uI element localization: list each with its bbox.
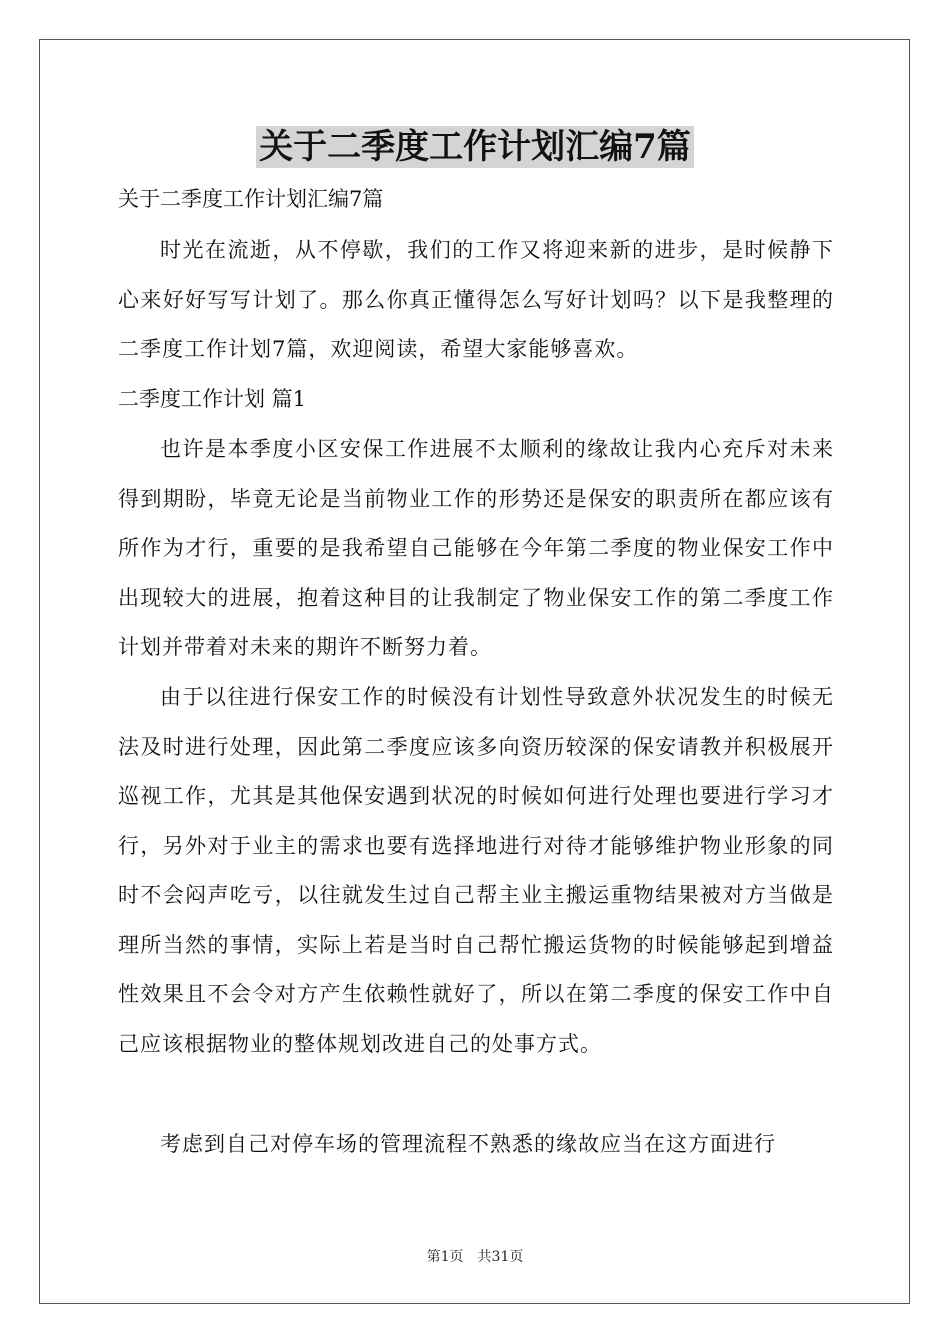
intro-paragraph: 时光在流逝，从不停歇，我们的工作又将迎来新的进步，是时候静下心来好好写写计划了。那么你真正懂得怎么写好计划吗？以下是我整理的二季度工作计划7篇，欢迎阅读，希望大家能够喜欢。 xyxy=(118,238,834,361)
title-container xyxy=(0,126,950,168)
document-subtitle: 关于二季度工作计划汇编7篇 xyxy=(118,187,384,211)
body-paragraph-2: 由于以往进行保安工作的时候没有计划性导致意外状况发生的时候无法及时进行处理，因此第二季度应该多向资历较深的保安请教并积极展开巡视工作，尤其是其他保安遇到状况的时候如何进行处理也要进行学习才行，另外对于业主的需求也要有选择地进行对待才能够维护物业形象的同时不会闷声吃亏，以往就发生过自己帮主业主搬运重物结果被对方当做是理所当然的事情，实际上若是当时自己帮忙搬运货物的时候能够起到增益性效果且不会令对方产生依赖性就好了，所以在第二季度的保安工作中自己应该根据物业的整体规划改进自己的处事方式。 xyxy=(118,685,834,1056)
body-paragraph-3: 考虑到自己对停车场的管理流程不熟悉的缘故应当在这方面进行 xyxy=(160,1132,776,1156)
section-heading: 二季度工作计划 篇1 xyxy=(118,387,307,411)
page-footer: 第1页 共31页 xyxy=(426,1249,524,1265)
body-paragraph-1: 也许是本季度小区安保工作进展不太顺利的缘故让我内心充斥对未来得到期盼，毕竟无论是当前物业工作的形势还是保安的职责所在都应该有所作为才行，重要的是我希望自己能够在今年第二季度的物业保安工作中出现较大的进展，抱着这种目的让我制定了物业保安工作的第二季度工作计划并带着对未来的期许不断努力着。 xyxy=(118,437,834,659)
document-title: 关于二季度工作计划汇编7篇 xyxy=(256,126,694,168)
